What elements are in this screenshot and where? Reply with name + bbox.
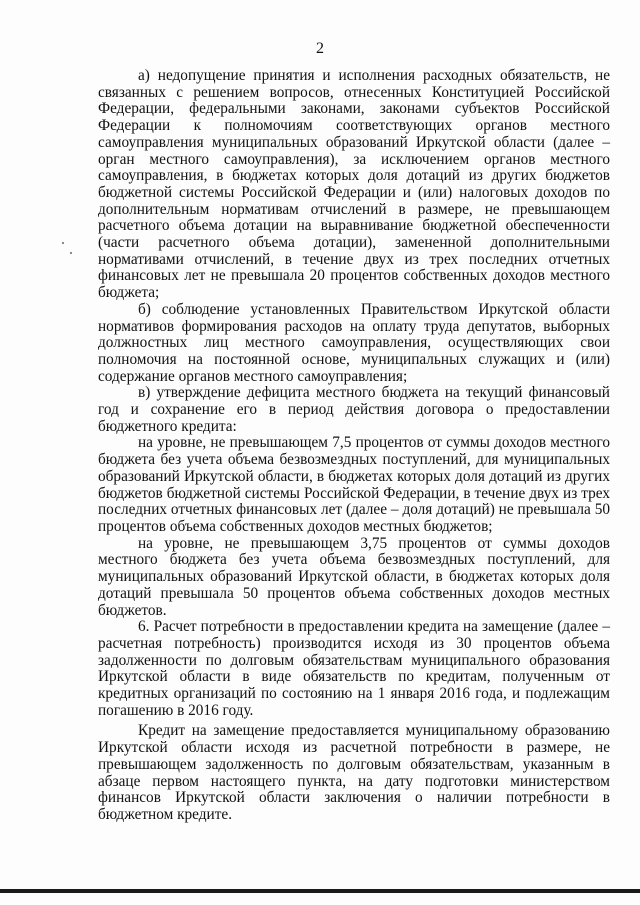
scan-bottom-edge (0, 889, 640, 893)
paragraph-6: 6. Расчет потребности в предоставлении кредита на замещение (далее – расчетная потребность) производится исходя из 30 процентов объема задолженности по долговым обязательствам муниципального образования Иркутской области в виде обязательств по кредитам, полученным от кредитных организаций по состоянию на 1 января 2016 года, и подлежащим погашению в 2016 году. (98, 618, 610, 719)
paragraph-a: а) недопущение принятия и исполнения расходных обязательств, не связанных с решением вопросов, отнесенных Конституцией Российской Федерации, федеральными законами, законами субъектов Российской Федерации к полномочиям соответствующих органов местного самоуправления муниципальных образований Иркутской области (далее – орган местного самоуправления), за исключением органов местного самоуправления, в бюджетах которых доля дотаций из других бюджетов бюджетной системы Российской Федерации и (или) налоговых доходов по дополнительным нормативам отчислений в размере, не превышающем расчетного объема дотации на выравнивание бюджетной обеспеченности (части расчетного объема дотации), замененной дополнительными нормативами отчислений, в течение двух из трех последних отчетных финансовых лет не превышала 20 процентов собственных доходов местного бюджета; (98, 67, 610, 302)
paragraph-deficit-level-2: на уровне, не превышающем 3,75 процентов от суммы доходов местного бюджета без учета объема безвозмездных поступлений, для муниципальных образований Иркутской области, в бюджетах которых доля дотаций превышала 50 процентов объема собственных доходов местных бюджетов. (98, 534, 610, 619)
paragraph-credit-replacement: Кредит на замещение предоставляется муниципальному образованию Иркутской области исходя из расчетной потребности в размере, не превышающем задолженность по долговым обязательствам, указанным в абзаце первом настоящего пункта, на дату подготовки министерством финансов Иркутской области заключения о наличии потребности в бюджетном кредите. (98, 722, 610, 823)
scan-speck (70, 252, 72, 254)
scan-speck (62, 242, 64, 244)
paragraph-b: б) соблюдение установленных Правительством Иркутской области нормативов формирования расходов на оплату труда депутатов, выборных должностных лиц местного самоуправления, осуществляющих свои полномочия на постоянной основе, муниципальных служащих и (или) содержание органов местного самоуправления; (98, 300, 610, 385)
paragraph-deficit-level-1: на уровне, не превышающем 7,5 процентов от суммы доходов местного бюджета без учета объема безвозмездных поступлений, для муниципальных образований Иркутской области, в бюджетах которых доля дотаций из других бюджетов бюджетной системы Российской Федерации, в течение двух из трех последних отчетных финансовых лет (далее – доля дотаций) не превышала 50 процентов объема собственных доходов местных бюджетов; (98, 434, 610, 535)
document-body (98, 68, 610, 824)
page-number: 2 (316, 40, 324, 57)
paragraph-v: в) утверждение дефицита местного бюджета на текущий финансовый год и сохранение его в период действия договора о предоставлении бюджетного кредита: (98, 384, 610, 435)
